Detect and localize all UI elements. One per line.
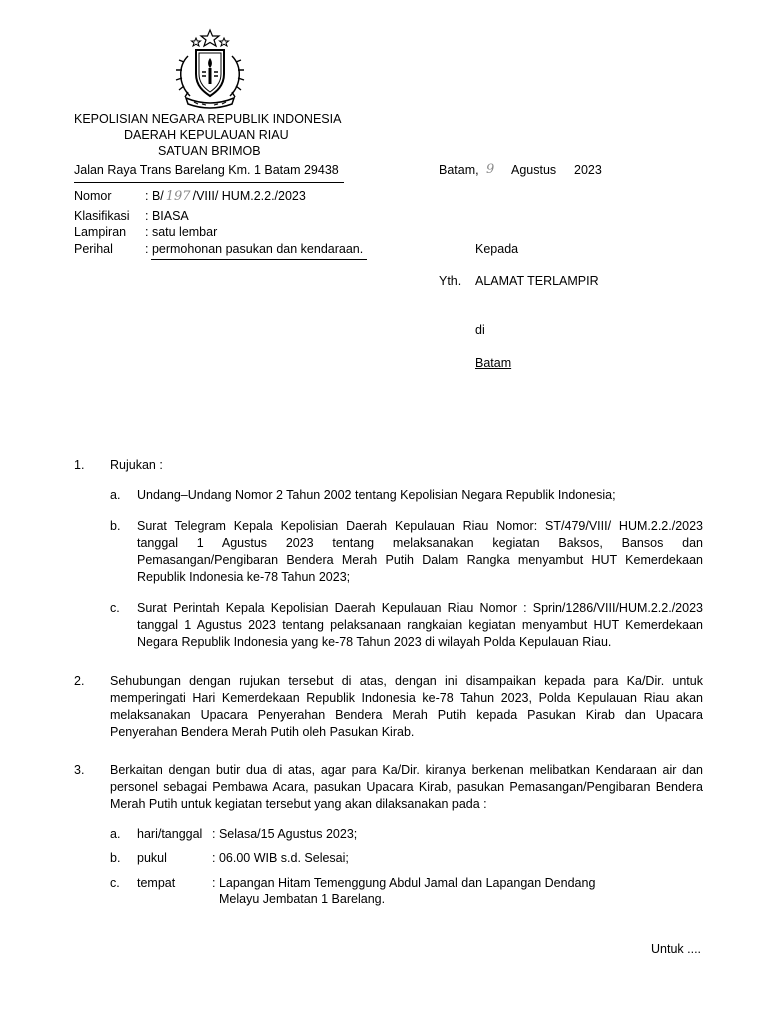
perihal-underline	[151, 259, 367, 260]
klasifikasi-value: : BIASA	[145, 209, 189, 223]
police-emblem-logo	[168, 28, 252, 112]
para1-title: Rujukan :	[110, 458, 163, 472]
continuation-note: Untuk ....	[651, 942, 702, 956]
para3a-value: : Selasa/15 Agustus 2023;	[212, 827, 358, 841]
date-month: Agustus	[511, 163, 557, 177]
para3b-label: pukul	[137, 851, 167, 865]
recipient-place: Batam	[475, 356, 512, 370]
org-name-line2: DAERAH KEPULAUAN RIAU	[124, 128, 289, 142]
para3a-letter: a.	[110, 827, 121, 841]
org-name-line3: SATUAN BRIMOB	[158, 144, 261, 158]
recipient-address: ALAMAT TERLAMPIR	[475, 274, 599, 288]
org-name-line1: KEPOLISIAN NEGARA REPUBLIK INDONESIA	[74, 112, 342, 126]
org-address: Jalan Raya Trans Barelang Km. 1 Batam 29438	[74, 163, 339, 177]
perihal-label: Perihal	[74, 242, 113, 256]
di-label: di	[475, 323, 485, 337]
para3-number: 3.	[74, 763, 85, 777]
para1b-text: Surat Telegram Kepala Kepolisian Daerah Kepulauan Riau Nomor: ST/479/VIII/ HUM.2.2./2023 tanggal 1 Agustus 2023 tentang melaksanakan kegiatan Baksos, Bansos dan Pemasangan/Pengibaran Bendera Merah Putih Dalam Rangka menyambut HUT Kemerdekaan Republik Indonesia ke-78 Tahun 2023;	[137, 519, 703, 584]
nomor-prefix: : B/	[145, 189, 164, 203]
para3-text: Berkaitan dengan butir dua di atas, agar para Ka/Dir. kiranya berkenan melibatkan Kendaraan air dan personel sebagai Pembawa Acara, pasukan Upacara Kirab, pasukan Pemasangan/Pengibaran Bendera Merah Putih untuk kegiatan tersebut yang akan dilaksanakan pada :	[110, 763, 703, 811]
para1b-letter: b.	[110, 519, 121, 533]
para1-number: 1.	[74, 458, 85, 472]
yth-label: Yth.	[439, 274, 462, 288]
para3c-value-line1: : Lapangan Hitam Temenggung Abdul Jamal dan Lapangan Dendang	[212, 876, 596, 890]
para3b-letter: b.	[110, 851, 121, 865]
kepada-label: Kepada	[475, 242, 519, 256]
klasifikasi-label: Klasifikasi	[74, 209, 130, 223]
perihal-value: : permohonan pasukan dan kendaraan.	[145, 242, 364, 256]
nomor-value	[145, 188, 306, 205]
nomor-handwritten: 197	[165, 189, 191, 204]
para2-text: Sehubungan dengan rujukan tersebut di atas, dengan ini disampaikan kepada para Ka/Dir. untuk memperingati Hari Kemerdekaan Republik Indonesia ke-78 Tahun 2023, Polda Kepulauan Riau akan melaksanakan Upacara Penyerahan Bendera Merah Putih kepada Pasukan Kirab dan Upacara Penyerahan Bendera Merah Putih oleh Pasukan Kirab.	[110, 674, 703, 739]
para3c-letter: c.	[110, 876, 120, 890]
header-divider	[74, 182, 344, 183]
para3a-label: hari/tanggal	[137, 827, 203, 841]
para3b-value: : 06.00 WIB s.d. Selesai;	[212, 851, 349, 865]
date-city: Batam,	[439, 163, 479, 177]
para1a-text: Undang–Undang Nomor 2 Tahun 2002 tentang Kepolisian Negara Republik Indonesia;	[137, 488, 616, 502]
para2-number: 2.	[74, 674, 85, 688]
date-year: 2023	[574, 163, 602, 177]
lampiran-label: Lampiran	[74, 225, 127, 239]
para1c-text: Surat Perintah Kepala Kepolisian Daerah Kepulauan Riau Nomor : Sprin/1286/VIII/HUM.2.2./2023 tanggal 1 Agustus 2023 tentang pelaksanaan rangkaian kegiatan menyambut HUT Kemerdekaan Negara Republik Indonesia yang ke-78 Tahun 2023 di wilayah Polda Kepulauan Riau.	[137, 601, 703, 649]
nomor-suffix: /VIII/ HUM.2.2./2023	[192, 189, 306, 203]
nomor-label: Nomor	[74, 189, 112, 203]
para1c-letter: c.	[110, 601, 120, 615]
para1a-letter: a.	[110, 488, 121, 502]
lampiran-value: : satu lembar	[145, 225, 218, 239]
para3c-value-line2: Melayu Jembatan 1 Barelang.	[219, 892, 386, 906]
date-day-handwritten: 9	[486, 162, 495, 177]
para3c-label: tempat	[137, 876, 176, 890]
